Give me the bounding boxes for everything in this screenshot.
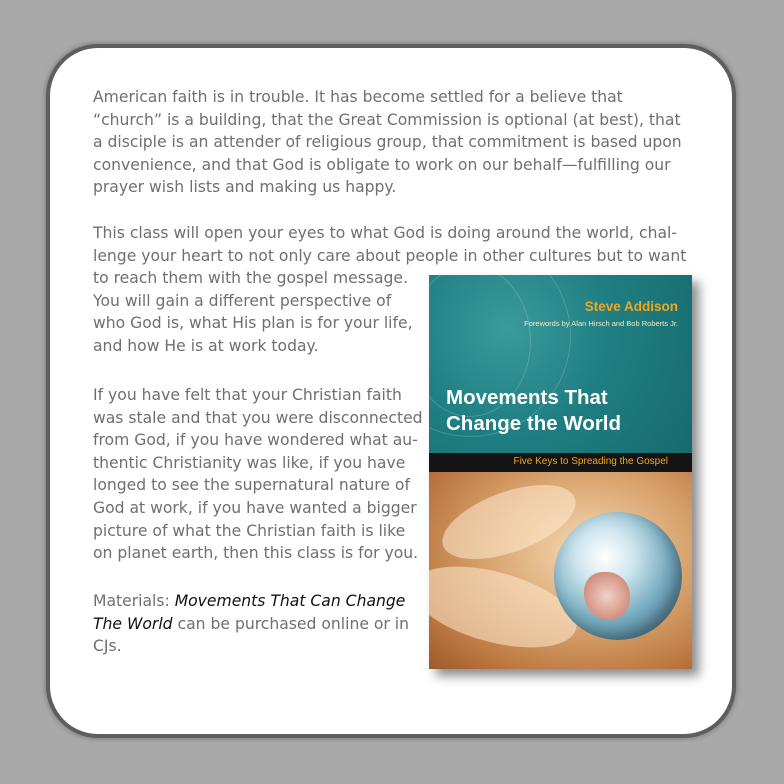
book-cover-top [429, 275, 692, 453]
invitation-paragraph [93, 384, 423, 565]
book-forewords: Forewords by Alan Hirsch and Bob Roberts Jr. [524, 319, 678, 328]
book-cover-photo [429, 472, 692, 669]
globe-land-shape [584, 572, 630, 620]
materials-book-title: Movements That Can Change The World [93, 592, 406, 633]
materials-label: Materials: [93, 592, 175, 610]
paragraph-line: thentic Christianity was like, if you have [93, 453, 406, 472]
paragraph-line: on planet earth, then this class is for you. [93, 544, 419, 563]
book-title-line: Change the World [446, 412, 622, 435]
intro-paragraph: American faith is in trouble. It has become settled for a believe that “church” is a building, that the Great Commission is optional (at best), that a disciple is an attender of religious group, that commitment is based upon convenience, and that God is obligate to work on our behalf—fulfilling our prayer wish lists and making us happy. [93, 88, 682, 197]
paragraph-line: who God is, what His plan is for your life, [93, 314, 413, 333]
paragraph-line: This class will open your eyes to what God is doing around the world, chal- [93, 224, 678, 242]
book-author: Steve Addison [584, 299, 678, 314]
paragraph-line: to reach them with the gospel message. [93, 269, 408, 288]
book-subtitle-band [429, 453, 692, 472]
book-subtitle: Five Keys to Spreading the Gospel [513, 456, 668, 467]
paragraph-line: You will gain a different perspective of [93, 291, 392, 310]
paragraph-line: lenge your heart to not only care about people in other cultures but to want [93, 246, 687, 265]
paragraph-line: picture of what the Christian faith is like [93, 521, 406, 540]
book-cover-image [429, 275, 692, 669]
paragraph-line: If you have felt that your Christian faith [93, 386, 402, 404]
paragraph-line: from God, if you have wondered what au- [93, 431, 418, 450]
materials-paragraph [93, 590, 423, 658]
paragraph-line: God at work, if you have wanted a bigger [93, 498, 417, 517]
paragraph-line: longed to see the supernatural nature of [93, 476, 410, 495]
materials-rest: can be purchased online or in CJs. [93, 614, 410, 656]
paragraph-line: and how He is at work today. [93, 336, 319, 355]
book-title-line: Movements That [446, 386, 608, 409]
globe-orb-icon [554, 512, 682, 640]
book-title [446, 385, 621, 437]
paragraph-line: was stale and that you were disconnected [93, 408, 423, 427]
